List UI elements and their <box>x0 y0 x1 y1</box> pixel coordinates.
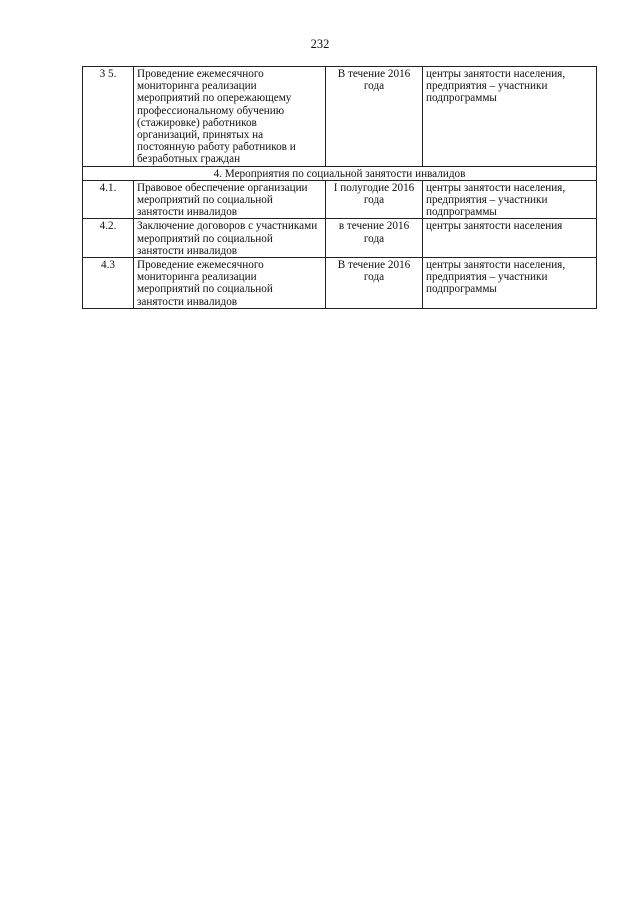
table-row <box>83 258 597 309</box>
row-number: 4.2. <box>83 219 134 258</box>
table-row <box>83 219 597 258</box>
term-cell: В течение 2016 года <box>326 258 423 309</box>
section-heading: 4. Мероприятия по социальной занятости инвалидов <box>83 166 597 180</box>
term-cell: в течение 2016 года <box>326 219 423 258</box>
activity-cell: Проведение ежемесячного мониторинга реализации мероприятий по опережающему профессиональному обучению (стажировке) работников организаций, принятых на постоянную работу работников и безработных граждан <box>134 67 326 167</box>
executor-cell: центры занятости населения <box>423 219 597 258</box>
row-number: 4.3 <box>83 258 134 309</box>
activity-cell: Заключение договоров с участниками мероприятий по социальной занятости инвалидов <box>134 219 326 258</box>
table-row <box>83 180 597 219</box>
activities-table <box>82 66 597 309</box>
executor-cell: центры занятости населения, предприятия – участники подпрограммы <box>423 67 597 167</box>
term-cell: I полугодие 2016 года <box>326 180 423 219</box>
activity-cell: Проведение ежемесячного мониторинга реализации мероприятий по социальной занятости инвалидов <box>134 258 326 309</box>
executor-cell: центры занятости населения, предприятия – участники подпрограммы <box>423 258 597 309</box>
row-number: 3 5. <box>83 67 134 167</box>
term-cell: В течение 2016 года <box>326 67 423 167</box>
activity-cell: Правовое обеспечение организации мероприятий по социальной занятости инвалидов <box>134 180 326 219</box>
executor-cell: центры занятости населения, предприятия – участники подпрограммы <box>423 180 597 219</box>
page-number: 232 <box>310 37 330 51</box>
row-number: 4.1. <box>83 180 134 219</box>
table-row <box>83 67 597 167</box>
section-heading-row <box>83 166 597 180</box>
